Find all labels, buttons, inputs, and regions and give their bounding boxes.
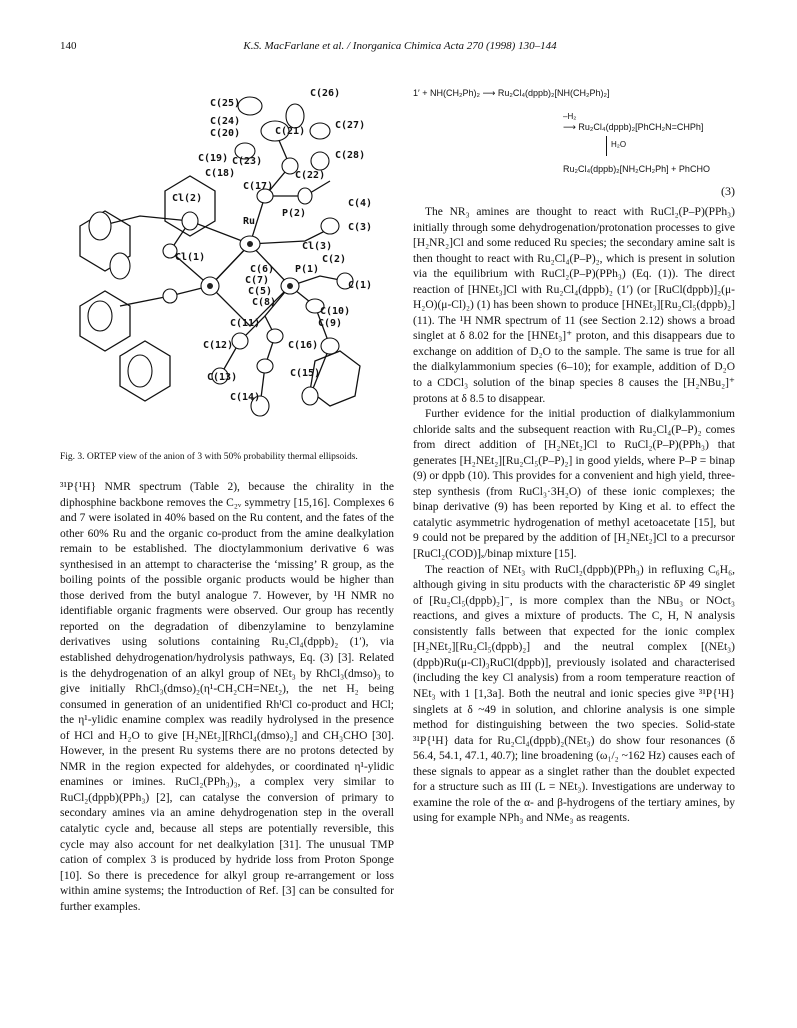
equation-number: (3)	[721, 184, 735, 198]
atom-label: C(25)	[210, 98, 241, 109]
atom-label: C(27)	[335, 120, 366, 131]
paragraph: ³¹P{¹H} NMR spectrum (Table 2), because the chirality in the diphosphine backbone removes the C₂ᵥ symmetry [15,16]. Complexes 6 and 7 were isolated in 40% based on the Ru content, and the fates of the other 60% Ru and the organic co-product from the amine dealkylation remain to be established. The dioctylammonium derivative 6 was synthesised in an attempt to characterise the ‘missing’ R group, as the boiling points of the possible organic products would be higher than those derived from the butyl analogue 7. However, by ¹H NMR no identifiable organic fragments were observed. Our group has recently reported on the degradation of dibenzylamine to benzylamine derivatives using solutions containing Ru₂Cl₄(dppb)₂ (1′), via established dehydrogenation/hydrolysis pathways, Eq. (3) [3]. Related is the dehydrogenation of an alkyl group of NEt₃ by RhCl₃(dmso)₃ to give initially RhCl₃(dmso)₂(η¹-CH₂CH=NEt₂), the net H₂ being consumed in generation of an unidentified RhᴵCl co-product and HCl; the η¹-ylidic enamine complex was readily hydrolysed in the presence of HCl and H₂O to give [H₂NEt₂][RhCl₄(dmso)₂] and CH₃CHO [30]. However, in the present Ru systems there are no protons detected by NMR in the region expected for aldehydes, or coordinated η¹-ylidic enamines or imines. RuCl₂(PPh₃)₃, a complex very similar to RuCl₂(dppb)(PPh₃) [2], can catalyse the conversion of primary to secondary amines via an amine dehydrogenation step in the overall catalytic cycle and, because all steps are potentially reversible, this cycle may also account for net dealkylation [31]. The unusual TMP cation of complex 3 is produced by hydride loss from Proton Sponge [10]. So there is precedence for alkyl group re-arrangement or loss within amine systems; the Introduction of Ref. [3] can be consulted for further examples.	[60, 481, 394, 913]
atom-label: C(12)	[203, 340, 234, 351]
atom-label: C(18)	[205, 168, 236, 179]
atom-label: C(5)	[248, 286, 273, 297]
atom-label: C(22)	[295, 170, 326, 181]
atom-label: Cl(3)	[302, 241, 333, 252]
running-title: K.S. MacFarlane et al. / Inorganica Chimica Acta 270 (1998) 130–144	[243, 40, 557, 52]
scheme-h2-label: –H₂	[563, 112, 577, 121]
atom-label: C(23)	[232, 156, 263, 167]
atom-label: C(11)	[230, 318, 261, 329]
paragraph: The NR₃ amines are thought to react with RuCl₂(P–P)(PPh₃) initially through some dehydrogenation/protonation processes to give [H₂NR₂]Cl and some reduced Ru species; the secondary amine salt is then thought to react with Ru₂Cl₄(P–P)₂, which is present in solution via the equilibrium with RuCl₂(P–P)(PPh₃) (Eq. (1)). The direct reaction of [HNEt₃]Cl with Ru₂Cl₄(dppb)₂ (1′) (or [RuCl(dppb)]₂(μ-H₂O)(μ-Cl)₂) (1) has been shown to produce [HNEt₃][Ru₂Cl₅(dppb)₂] (11). The ¹H NMR spectrum of 11 (see Section 2.12) shows a broad singlet at δ 8.02 for the [HNEt₃]⁺ proton, and this disappears due to exchange on addition of D₂O to the sample. The same is true for all the dialkylammonium species (6–10); for example, addition of D₂O to a CDCl₃ solution of the binap species 8 causes the [H₂NBu₂]⁺ protons at δ 8.5 to disappear.	[413, 206, 735, 405]
page-header	[60, 40, 740, 56]
atom-label: C(2)	[322, 254, 347, 265]
ortep-figure	[60, 76, 394, 446]
atom-label: C(6)	[250, 264, 275, 275]
scheme-line-2: ⟶ Ru₂Cl₄(dppb)₂[PhCH₂N=CHPh]	[563, 122, 704, 132]
atom-label: Cl(1)	[175, 252, 206, 263]
atom-label: Cl(2)	[172, 193, 203, 204]
atom-label: P(2)	[282, 208, 307, 219]
atom-label: C(13)	[207, 372, 238, 383]
reaction-scheme	[413, 84, 735, 202]
atom-label: C(21)	[275, 126, 306, 137]
atom-label: C(7)	[245, 275, 270, 286]
scheme-line-3: Ru₂Cl₄(dppb)₂[NH₂CH₂Ph] + PhCHO	[563, 164, 710, 174]
atom-label: C(8)	[252, 297, 277, 308]
atom-label: C(15)	[290, 368, 321, 379]
atom-label: C(9)	[318, 318, 343, 329]
scheme-line-1: 1′ + NH(CH₂Ph)₂ ⟶ Ru₂Cl₄(dppb)₂[NH(CH₂Ph)₂]	[413, 88, 610, 98]
atom-label: C(1)	[348, 280, 373, 291]
scheme-arrow-down	[606, 136, 607, 156]
atom-label: P(1)	[295, 264, 320, 275]
scheme-h2o-label: H₂O	[611, 140, 627, 149]
atom-label: Ru	[243, 216, 256, 227]
ortep-drawing	[60, 76, 394, 446]
figure-caption: Fig. 3. ORTEP view of the anion of 3 with 50% probability thermal ellipsoids.	[60, 452, 358, 462]
atom-label: C(20)	[210, 128, 241, 139]
atom-label: C(19)	[198, 153, 229, 164]
atom-label: C(10)	[320, 306, 351, 317]
right-column	[413, 205, 735, 827]
atom-label: C(16)	[288, 340, 319, 351]
atom-label: C(17)	[243, 181, 274, 192]
paragraph: Further evidence for the initial production of dialkylammonium chloride salts and the subsequent reaction with Ru₂Cl₄(P–P)₂ comes from direct addition of [H₂NEt₂]Cl to RuCl₂(P–P)(PPh₃) that generates [H₂NEt₂][Ru₂Cl₅(P–P)₂] in good yields, where P–P = binap (9) or dppb (10). This provides for a convenient and high yield, three-step synthesis (from RuCl₃·3H₂O) of these ionic complexes; the binap derivative (9) has been reported by King et al. to effect the catalytic asymmetric hydrogenation of methyl acetoacetate [15], but 9 could not be prepared by the addition of [H₂NEt₂]Cl to a precursor [RuCl₂(COD)]ₓ/binap mixture [15].	[413, 408, 735, 561]
paragraph: The reaction of NEt₃ with RuCl₂(dppb)(PPh₃) in refluxing C₆H₆, although giving in situ products with the characteristic δP 49 singlet of [Ru₂Cl₅(dppb)₂]⁻, is more complex than the NBu₃ or NOct₃ reactions, and gives a mixture of products. The C, H, N analysis consistently falls between that expected for the ionic complex [H₂NEt₂][Ru₂Cl₅(dppb)₂] and the neutral complex [(NEt₃)(dppb)Ru(μ-Cl)₃RuCl(dppb)], previously isolated and characterised (including the key Cl analysis) from a room temperature reaction of NEt₃ with 1 [1,3a]. Both the neutral and ionic species give ³¹P{¹H} singlets at δ ~49 in solution, and chlorine analysis is one simple method for distinguishing between the two species. Solid-state ³¹P{¹H} data for Ru₂Cl₄(dppb)₂(NEt₃) do show four resonances (δ 56.4, 54.1, 47.1, 40.7); line broadening (ω₁/₂ ~162 Hz) causes each of these signals to appear as a singlet rather than the doublet expected for a structure such as III (L = NEt₃). Investigations are underway to examine the role of the α- and β-hydrogens of the tertiary amines, by using for example NPh₃ and NMe₃ as reagents.	[413, 563, 735, 825]
atom-label: C(26)	[310, 88, 341, 99]
atom-label: C(4)	[348, 198, 373, 209]
atom-label: C(28)	[335, 150, 366, 161]
atom-label: C(24)	[210, 116, 241, 127]
atom-label: C(3)	[348, 222, 373, 233]
atom-label: C(14)	[230, 392, 261, 403]
page-number: 140	[60, 40, 77, 52]
left-column	[60, 480, 394, 915]
